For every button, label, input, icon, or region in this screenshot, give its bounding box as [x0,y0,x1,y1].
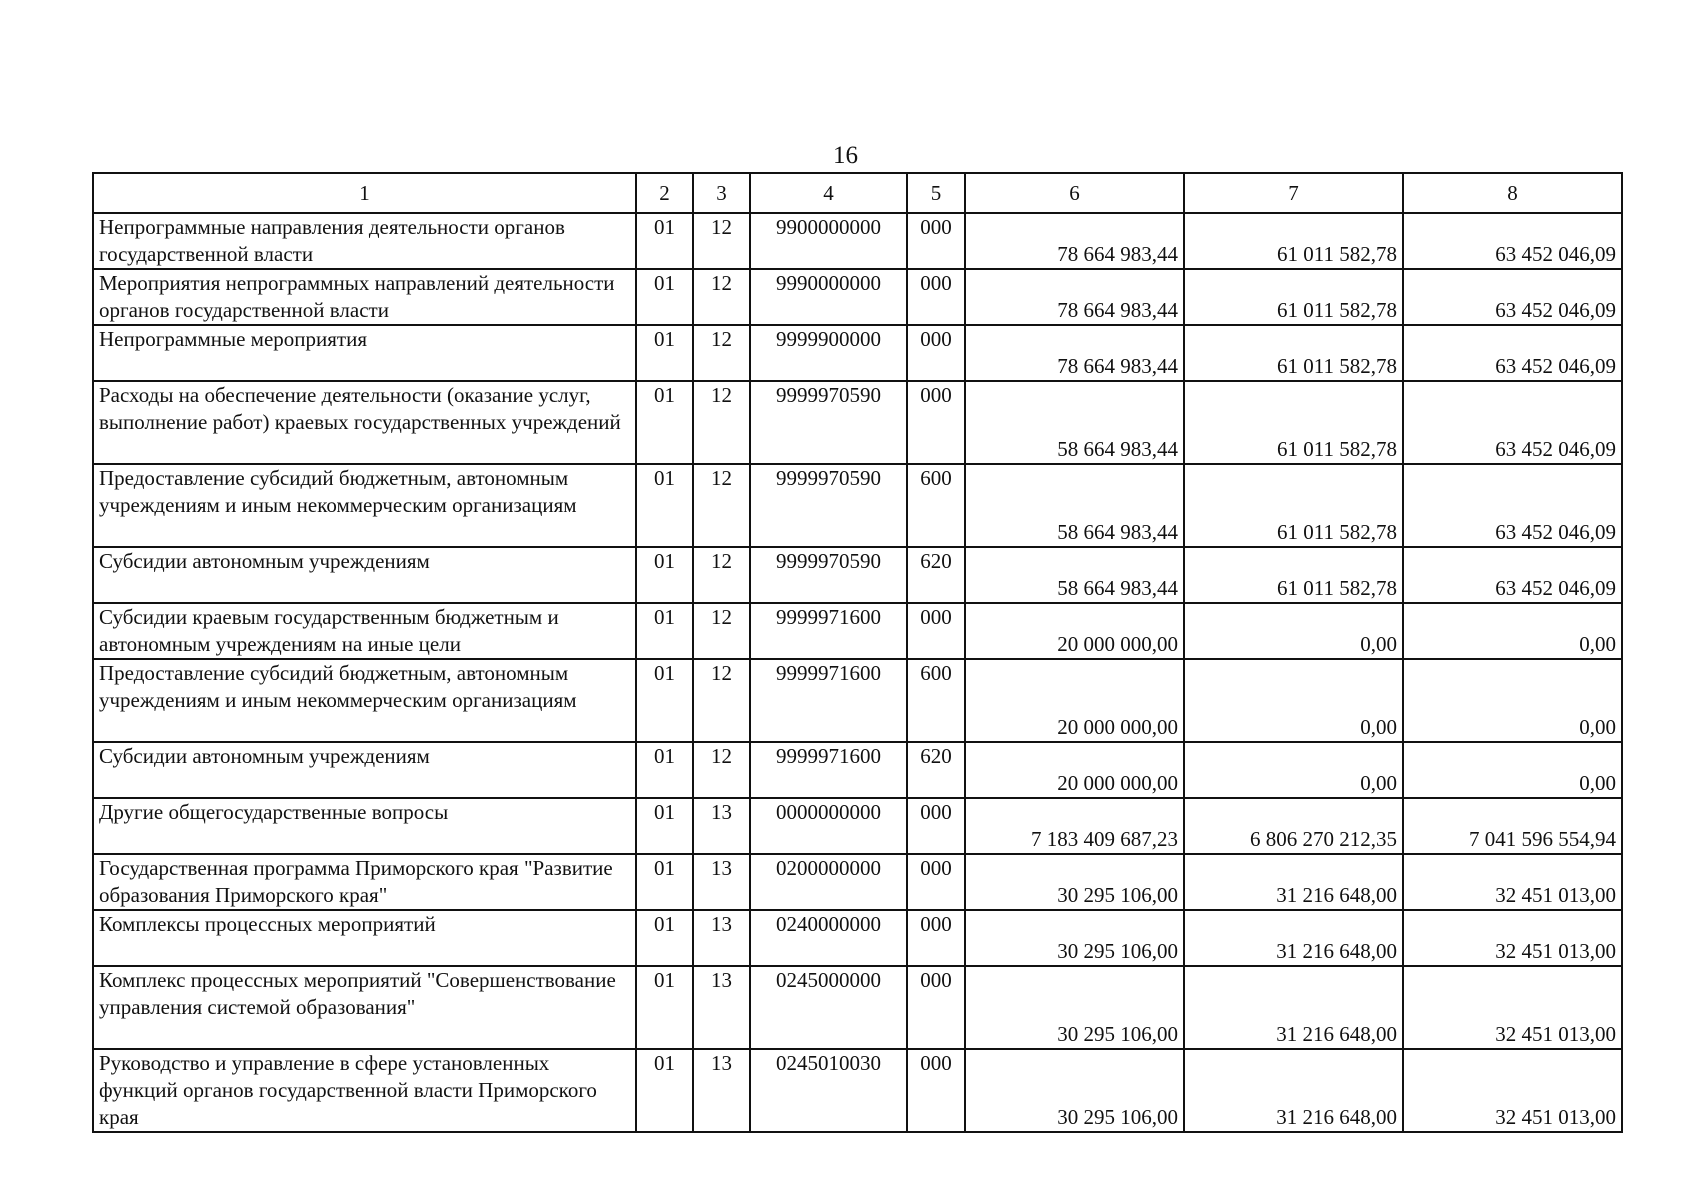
amount-col-6: 78 664 983,44 [965,213,1184,269]
section-code: 01 [636,742,693,798]
amount-col-6: 30 295 106,00 [965,1049,1184,1132]
amount-col-7: 0,00 [1184,659,1403,742]
amount-col-7: 6 806 270 212,35 [1184,798,1403,854]
target-article-code: 0245000000 [750,966,907,1049]
table-row [93,742,1622,798]
section-code: 01 [636,854,693,910]
amount-col-8: 63 452 046,09 [1403,325,1622,381]
table-row [93,659,1622,742]
amount-col-6: 30 295 106,00 [965,966,1184,1049]
target-article-code: 9999970590 [750,381,907,464]
amount-col-8: 63 452 046,09 [1403,547,1622,603]
amount-col-7: 61 011 582,78 [1184,213,1403,269]
amount-col-6: 58 664 983,44 [965,464,1184,547]
row-name: Комплексы процессных мероприятий [93,910,636,966]
subsection-code: 12 [693,269,750,325]
expense-type-code: 600 [907,659,965,742]
row-name: Руководство и управление в сфере установленных функций органов государственной власти Приморского края [93,1049,636,1132]
table-header-row [93,173,1622,213]
section-code: 01 [636,1049,693,1132]
row-name: Субсидии краевым государственным бюджетным и автономным учреждениям на иные цели [93,603,636,659]
subsection-code: 13 [693,798,750,854]
target-article-code: 9999970590 [750,464,907,547]
amount-col-6: 30 295 106,00 [965,910,1184,966]
amount-col-7: 61 011 582,78 [1184,325,1403,381]
section-code: 01 [636,269,693,325]
amount-col-6: 30 295 106,00 [965,854,1184,910]
section-code: 01 [636,798,693,854]
column-header: 7 [1184,173,1403,213]
section-code: 01 [636,325,693,381]
amount-col-8: 32 451 013,00 [1403,966,1622,1049]
amount-col-7: 31 216 648,00 [1184,910,1403,966]
amount-col-8: 7 041 596 554,94 [1403,798,1622,854]
amount-col-6: 58 664 983,44 [965,381,1184,464]
expense-type-code: 000 [907,910,965,966]
column-header: 2 [636,173,693,213]
row-name: Государственная программа Приморского края "Развитие образования Приморского края" [93,854,636,910]
expense-type-code: 620 [907,742,965,798]
row-name: Мероприятия непрограммных направлений деятельности органов государственной власти [93,269,636,325]
target-article-code: 9999900000 [750,325,907,381]
subsection-code: 13 [693,910,750,966]
section-code: 01 [636,547,693,603]
expense-type-code: 000 [907,213,965,269]
row-name: Предоставление субсидий бюджетным, автономным учреждениям и иным некоммерческим организациям [93,659,636,742]
table-row [93,213,1622,269]
amount-col-7: 31 216 648,00 [1184,1049,1403,1132]
table-row [93,854,1622,910]
amount-col-8: 0,00 [1403,742,1622,798]
amount-col-7: 31 216 648,00 [1184,966,1403,1049]
amount-col-8: 0,00 [1403,603,1622,659]
expense-type-code: 000 [907,325,965,381]
expense-type-code: 000 [907,854,965,910]
expense-type-code: 000 [907,966,965,1049]
amount-col-8: 63 452 046,09 [1403,213,1622,269]
expense-type-code: 000 [907,269,965,325]
amount-col-6: 7 183 409 687,23 [965,798,1184,854]
amount-col-7: 61 011 582,78 [1184,381,1403,464]
target-article-code: 9999971600 [750,742,907,798]
row-name: Непрограммные мероприятия [93,325,636,381]
column-header: 4 [750,173,907,213]
amount-col-6: 58 664 983,44 [965,547,1184,603]
target-article-code: 9999971600 [750,659,907,742]
subsection-code: 12 [693,603,750,659]
expense-type-code: 000 [907,798,965,854]
table-row [93,547,1622,603]
section-code: 01 [636,464,693,547]
subsection-code: 12 [693,464,750,547]
column-header: 3 [693,173,750,213]
row-name: Субсидии автономным учреждениям [93,742,636,798]
amount-col-7: 61 011 582,78 [1184,269,1403,325]
amount-col-6: 78 664 983,44 [965,269,1184,325]
target-article-code: 9999971600 [750,603,907,659]
table-row [93,1049,1622,1132]
subsection-code: 12 [693,742,750,798]
amount-col-7: 0,00 [1184,742,1403,798]
amount-col-6: 20 000 000,00 [965,603,1184,659]
table-row [93,464,1622,547]
table-row [93,910,1622,966]
amount-col-7: 61 011 582,78 [1184,547,1403,603]
page-number: 16 [833,142,858,169]
subsection-code: 12 [693,325,750,381]
amount-col-8: 32 451 013,00 [1403,1049,1622,1132]
row-name: Непрограммные направления деятельности органов государственной власти [93,213,636,269]
target-article-code: 0245010030 [750,1049,907,1132]
amount-col-8: 32 451 013,00 [1403,854,1622,910]
amount-col-8: 32 451 013,00 [1403,910,1622,966]
subsection-code: 13 [693,1049,750,1132]
section-code: 01 [636,381,693,464]
row-name: Субсидии автономным учреждениям [93,547,636,603]
subsection-code: 13 [693,854,750,910]
table-row [93,381,1622,464]
target-article-code: 0200000000 [750,854,907,910]
section-code: 01 [636,213,693,269]
budget-table [92,172,1623,1133]
expense-type-code: 600 [907,464,965,547]
section-code: 01 [636,910,693,966]
amount-col-7: 31 216 648,00 [1184,854,1403,910]
amount-col-6: 78 664 983,44 [965,325,1184,381]
amount-col-8: 63 452 046,09 [1403,269,1622,325]
target-article-code: 9900000000 [750,213,907,269]
column-header: 6 [965,173,1184,213]
amount-col-8: 63 452 046,09 [1403,381,1622,464]
column-header: 5 [907,173,965,213]
expense-type-code: 000 [907,381,965,464]
expense-type-code: 000 [907,603,965,659]
expense-type-code: 000 [907,1049,965,1132]
amount-col-7: 0,00 [1184,603,1403,659]
amount-col-6: 20 000 000,00 [965,659,1184,742]
target-article-code: 0000000000 [750,798,907,854]
subsection-code: 12 [693,381,750,464]
section-code: 01 [636,659,693,742]
subsection-code: 12 [693,547,750,603]
target-article-code: 9999970590 [750,547,907,603]
subsection-code: 12 [693,659,750,742]
amount-col-8: 0,00 [1403,659,1622,742]
row-name: Предоставление субсидий бюджетным, автономным учреждениям и иным некоммерческим организациям [93,464,636,547]
target-article-code: 0240000000 [750,910,907,966]
row-name: Другие общегосударственные вопросы [93,798,636,854]
expense-type-code: 620 [907,547,965,603]
table-row [93,966,1622,1049]
amount-col-7: 61 011 582,78 [1184,464,1403,547]
section-code: 01 [636,603,693,659]
subsection-code: 13 [693,966,750,1049]
section-code: 01 [636,966,693,1049]
target-article-code: 9990000000 [750,269,907,325]
table-row [93,325,1622,381]
table-row [93,603,1622,659]
row-name: Расходы на обеспечение деятельности (оказание услуг, выполнение работ) краевых государственных учреждений [93,381,636,464]
subsection-code: 12 [693,213,750,269]
table-row [93,269,1622,325]
row-name: Комплекс процессных мероприятий "Совершенствование управления системой образования" [93,966,636,1049]
column-header: 8 [1403,173,1622,213]
amount-col-6: 20 000 000,00 [965,742,1184,798]
column-header: 1 [93,173,636,213]
amount-col-8: 63 452 046,09 [1403,464,1622,547]
table-row [93,798,1622,854]
